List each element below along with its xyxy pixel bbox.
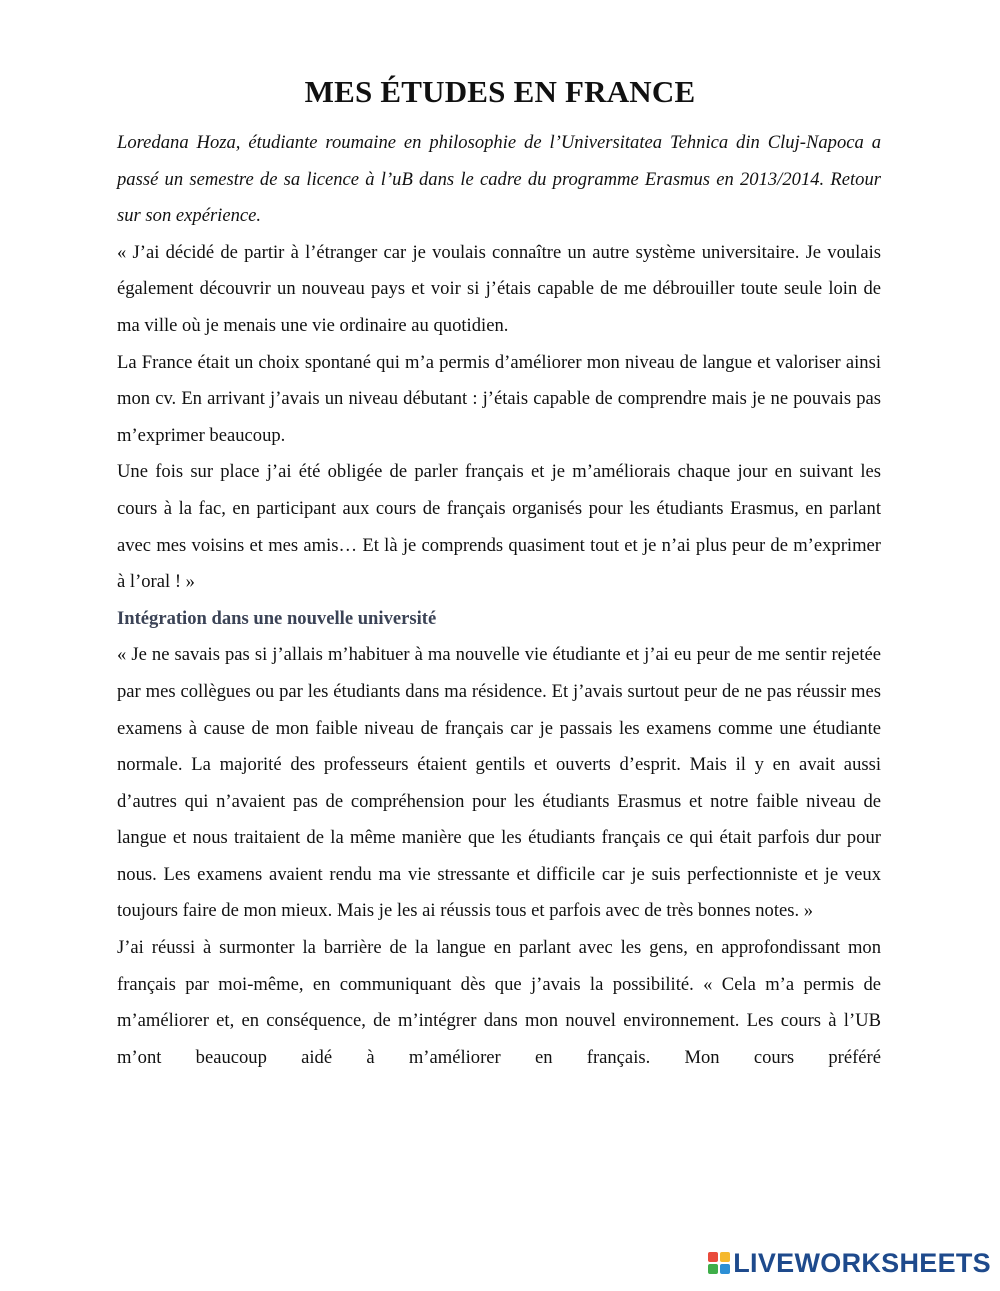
liveworksheets-logo [708,1249,991,1277]
paragraph-progress: Une fois sur place j’ai été obligée de parler français et je m’améliorais chaque jour en suivant les cours à la fac, en participant aux cours de français organisés pour les étudiants Erasmus, en parlant avec mes voisins et mes amis… Et là je comprends quasiment tout et je n’ai plus peur de m’exprimer à l’oral ! » [117,461,881,593]
logo-block-blue [720,1264,730,1274]
paragraph-motivation: « J’ai décidé de partir à l’étranger car je voulais connaître un autre système universitaire. Je voulais également découvrir un nouveau pays et voir si j’étais capable de me débrouiller toute seule loin de ma ville où je menais une vie ordinaire au quotidien. [117,241,881,336]
article-body [117,125,881,1076]
page-title: MES ÉTUDES EN FRANCE [304,74,696,109]
logo-block-red [708,1252,718,1262]
section-heading: Intégration dans une nouvelle université [117,607,437,629]
intro-paragraph: Loredana Hoza, étudiante roumaine en philosophie de l’Universitatea Tehnica din Cluj-Napoca a passé un semestre de sa licence à l’uB dans le cadre du programme Erasmus en 2013/2014. Retour sur son expérience. [117,132,881,227]
logo-text: LIVEWORKSHEETS [733,1248,991,1278]
paragraph-language-barrier: J’ai réussi à surmonter la barrière de la langue en parlant avec les gens, en approfondissant mon français par moi-même, en communiquant dès que j’avais la possibilité. « Cela m’a permis de m’améliorer et, en conséquence, de m’intégrer dans mon nouvel environnement. Les cours à l’UB m’ont beaucoup aidé à m’améliorer en français. Mon cours préféré [117,937,881,1068]
logo-block-yellow [720,1252,730,1262]
paragraph-language-choice: La France était un choix spontané qui m’a permis d’améliorer mon niveau de langue et valoriser ainsi mon cv. En arrivant j’avais un niveau débutant : j’étais capable de comprendre mais je ne pouvais pas m’exprimer beaucoup. [117,351,881,446]
paragraph-integration: « Je ne savais pas si j’allais m’habituer à ma nouvelle vie étudiante et j’ai eu peur de me sentir rejetée par mes collègues ou par les étudiants dans ma résidence. Et j’avais surtout peur de ne pas réussir mes examens à cause de mon faible niveau de français car je passais les examens comme une étudiante normale. La majorité des professeurs étaient gentils et ouverts d’esprit. Mais il y en avait aussi d’autres qui n’avaient pas de compréhension pour les étudiants Erasmus et notre faible niveau de langue et nous traitaient de la même manière que les étudiants français ce qui était parfois dur pour nous. Les examens avaient rendu ma vie stressante et difficile car je suis perfectionniste et je veux toujours faire de mon mieux. Mais je les ai réussis tous et parfois avec de très bonnes notes. » [117,644,881,922]
logo-blocks-icon [708,1252,730,1274]
logo-block-green [708,1264,718,1274]
